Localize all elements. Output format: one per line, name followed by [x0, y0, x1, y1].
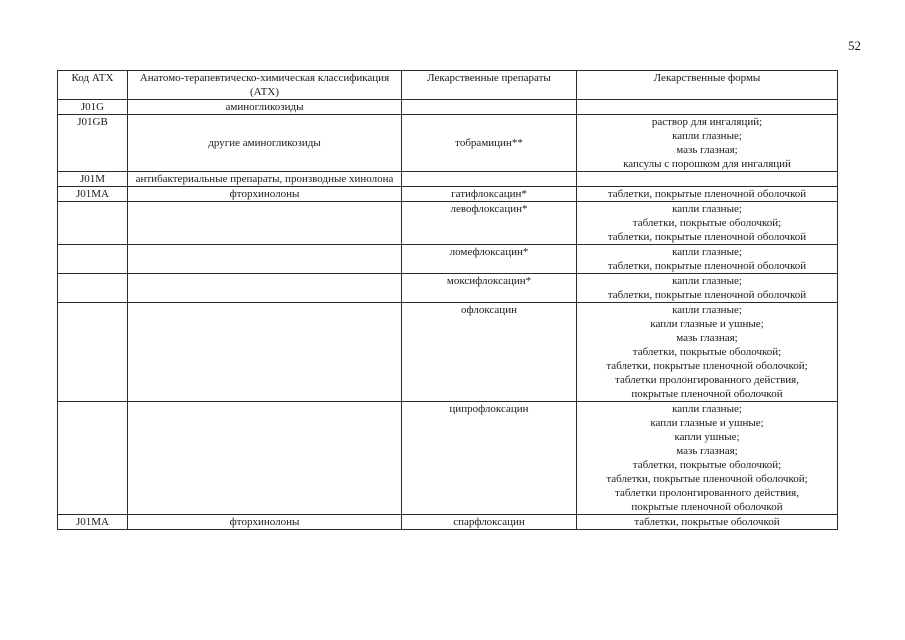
table-row: [58, 202, 838, 245]
dosage-form-line: таблетки, покрытые оболочкой: [634, 516, 780, 528]
forms-cell: [577, 115, 838, 172]
classification-cell: [128, 303, 402, 402]
table-row: [58, 100, 838, 115]
forms-cell: [577, 274, 838, 303]
dosage-form-line: таблетки, покрытые оболочкой;: [632, 346, 782, 358]
atx-code-cell: [58, 202, 128, 245]
table-row: [58, 187, 838, 202]
table-row: [58, 172, 838, 187]
atx-table: [57, 70, 838, 530]
table-body: [58, 100, 838, 530]
forms-cell: [577, 303, 838, 402]
dosage-form-line: покрытые пленочной оболочкой: [631, 501, 783, 513]
table-row: [58, 303, 838, 402]
dosage-form-line: капли ушные;: [674, 431, 740, 443]
classification-cell: антибактериальные препараты, производные хинолона: [128, 172, 402, 187]
dosage-form-line: таблетки, покрытые пленочной оболочкой: [607, 231, 807, 243]
forms-cell: [577, 515, 838, 530]
drug-cell: гатифлоксацин*: [402, 187, 577, 202]
dosage-form-line: капли глазные;: [672, 403, 742, 415]
dosage-form-line: таблетки пролонгированного действия,: [615, 374, 799, 386]
dosage-form-line: таблетки, покрытые оболочкой;: [632, 459, 782, 471]
drug-cell: левофлоксацин*: [402, 202, 577, 245]
table-row: [58, 274, 838, 303]
dosage-form-line: капли глазные;: [672, 130, 742, 142]
atx-code-cell: [58, 303, 128, 402]
dosage-form-line: таблетки, покрытые пленочной оболочкой: [607, 289, 807, 301]
dosage-form-line: мазь глазная;: [676, 445, 738, 457]
table-header-row: [58, 71, 838, 100]
dosage-form-line: капли глазные;: [672, 304, 742, 316]
classification-cell: [128, 274, 402, 303]
drug-cell: тобрамицин**: [402, 115, 577, 172]
dosage-form-line: капли глазные;: [672, 203, 742, 215]
header-drugs: Лекарственные препараты: [402, 71, 577, 100]
dosage-form-line: таблетки, покрытые пленочной оболочкой;: [606, 473, 808, 485]
atx-code-cell: J01GB: [58, 115, 128, 172]
dosage-form-line: таблетки, покрытые пленочной оболочкой: [607, 260, 807, 272]
dosage-form-line: мазь глазная;: [676, 144, 738, 156]
dosage-form-line: капсулы с порошком для ингаляций: [623, 158, 791, 170]
drug-cell: спарфлоксацин: [402, 515, 577, 530]
drug-cell: ломефлоксацин*: [402, 245, 577, 274]
forms-cell: [577, 402, 838, 515]
dosage-form-line: капли глазные;: [672, 275, 742, 287]
drug-cell: офлоксацин: [402, 303, 577, 402]
header-forms: Лекарственные формы: [577, 71, 838, 100]
table-row: [58, 402, 838, 515]
atx-code-cell: J01G: [58, 100, 128, 115]
dosage-form-line: таблетки пролонгированного действия,: [615, 487, 799, 499]
atx-code-cell: J01M: [58, 172, 128, 187]
classification-cell: фторхинолоны: [128, 187, 402, 202]
table-row: [58, 245, 838, 274]
table-row: [58, 515, 838, 530]
page-number: 52: [848, 38, 861, 53]
classification-cell: [128, 402, 402, 515]
drug-cell: [402, 172, 577, 187]
atx-code-cell: [58, 274, 128, 303]
drug-cell: [402, 100, 577, 115]
drug-cell: ципрофлоксацин: [402, 402, 577, 515]
dosage-form-line: раствор для ингаляций;: [651, 116, 763, 128]
drug-cell: моксифлоксацин*: [402, 274, 577, 303]
forms-cell: [577, 172, 838, 187]
atx-code-cell: [58, 402, 128, 515]
atx-code-cell: [58, 245, 128, 274]
table-row: [58, 115, 838, 172]
dosage-form-line: капли глазные и ушные;: [650, 417, 764, 429]
atx-code-cell: J01MA: [58, 187, 128, 202]
dosage-form-line: капли глазные;: [672, 246, 742, 258]
classification-cell: другие аминогликозиды: [128, 115, 402, 172]
classification-cell: [128, 245, 402, 274]
forms-cell: [577, 187, 838, 202]
atx-code-cell: J01MA: [58, 515, 128, 530]
dosage-form-line: таблетки, покрытые оболочкой;: [632, 217, 782, 229]
dosage-form-line: покрытые пленочной оболочкой: [631, 388, 783, 400]
classification-cell: [128, 202, 402, 245]
dosage-form-line: капли глазные и ушные;: [650, 318, 764, 330]
classification-cell: фторхинолоны: [128, 515, 402, 530]
classification-cell: аминогликозиды: [128, 100, 402, 115]
forms-cell: [577, 202, 838, 245]
header-code: Код АТХ: [58, 71, 128, 100]
dosage-form-line: мазь глазная;: [676, 332, 738, 344]
dosage-form-line: таблетки, покрытые пленочной оболочкой;: [606, 360, 808, 372]
header-classification: Анатомо-терапевтическо-химическая классификация (АТХ): [128, 71, 402, 100]
forms-cell: [577, 245, 838, 274]
forms-cell: [577, 100, 838, 115]
dosage-form-line: таблетки, покрытые пленочной оболочкой: [607, 188, 807, 200]
